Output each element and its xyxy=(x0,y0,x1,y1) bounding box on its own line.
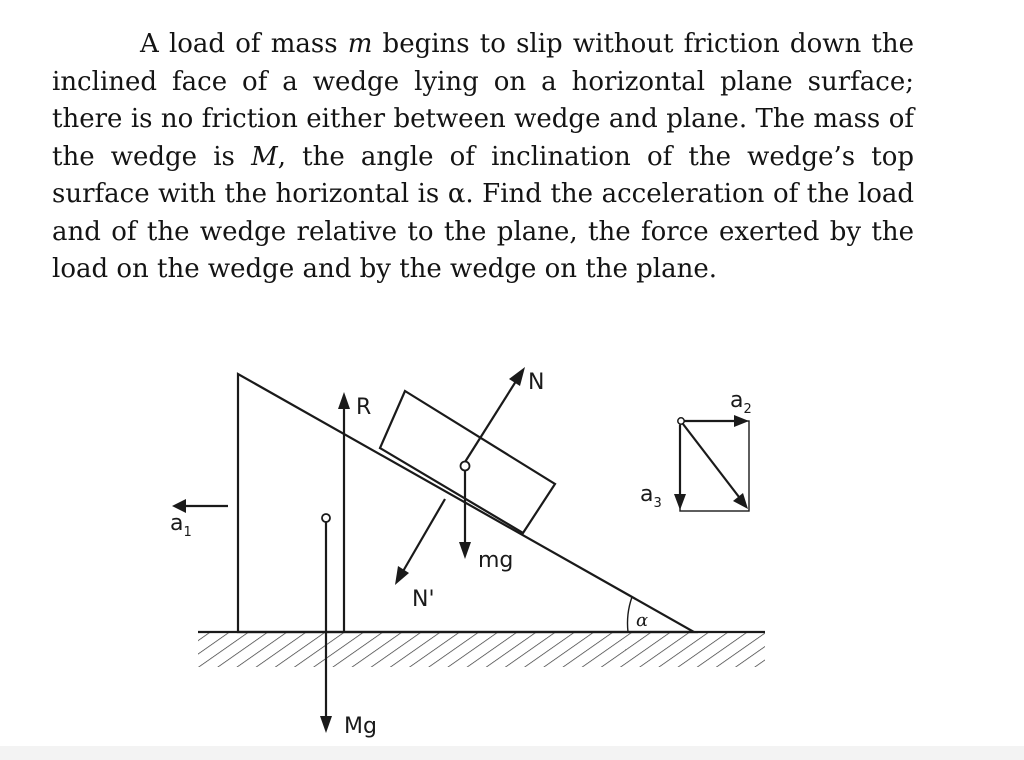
load-weight-arrow xyxy=(459,471,471,559)
label-r: R xyxy=(356,395,372,420)
label-mg-load: mg xyxy=(478,548,514,573)
ground-plane xyxy=(198,632,765,667)
page-bottom-edge xyxy=(0,746,1024,760)
label-n: N xyxy=(528,370,545,395)
load-mass-symbol: m xyxy=(347,29,373,59)
wedge-weight-arrow xyxy=(320,514,332,733)
load-center xyxy=(461,462,470,471)
problem-text-1: A load of mass xyxy=(140,29,348,59)
reaction-on-wedge-arrow xyxy=(395,499,445,585)
problem-text-2: begins to slip without friction down the inclined face of a wedge lying on a horizontal plane surface; there is no friction either between wedge and plane. The mass of the wedge is xyxy=(52,29,914,172)
wedge-mass-symbol: M xyxy=(251,141,278,172)
problem-text-3: , the angle of inclination of the wedge’s top surface with the horizontal is xyxy=(52,141,914,209)
acceleration-vector-diagram xyxy=(674,415,749,511)
angle-arc xyxy=(628,597,633,632)
ground-reaction-arrow xyxy=(338,392,350,632)
label-n-prime: N' xyxy=(412,587,435,612)
label-a3: $a_3$ xyxy=(640,482,662,511)
label-mg-wedge: Mg xyxy=(344,714,377,739)
angle-symbol: α xyxy=(447,179,466,209)
label-alpha: α xyxy=(636,610,649,631)
problem-text-4: . Find the acceleration of the load and of the wedge relative to the plane, the force exerted by the load on the wedge and by the wedge on the plane. xyxy=(52,179,914,284)
label-a2: $a_2$ xyxy=(730,388,752,417)
label-a1: $a_1$ xyxy=(170,511,192,540)
